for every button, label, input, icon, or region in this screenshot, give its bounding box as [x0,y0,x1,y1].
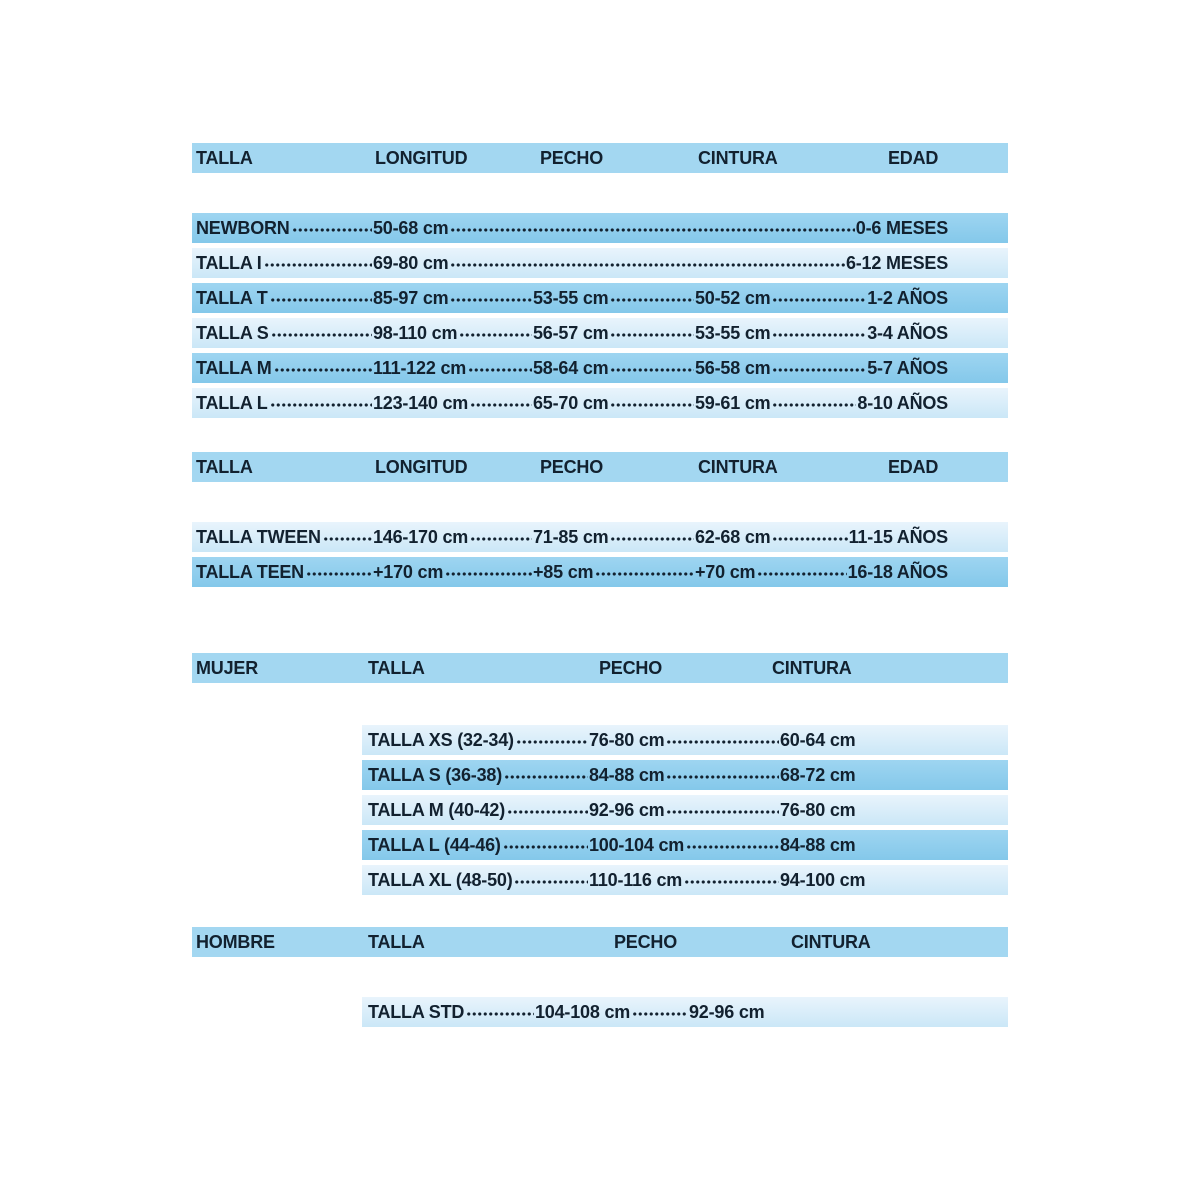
row-cell [196,288,373,309]
table-row [192,388,1008,418]
row-value: 98-110 cm [373,322,458,343]
row-cell [535,1002,689,1023]
row-value: 84-88 cm [780,834,856,855]
table-row [192,248,1008,278]
header-row [192,927,1008,957]
table-mujer [192,653,1008,895]
header-row [192,452,1008,482]
row-cell [196,562,373,583]
table-kids-1 [192,143,1008,418]
row-value: 62-68 cm [695,526,771,547]
table-row [362,865,1008,895]
dotted-leader [450,228,854,232]
dotted-leader [610,537,694,541]
row-label: TALLA I [196,252,262,273]
row-label: TALLA S [196,322,269,343]
row-cell [373,288,533,309]
row-value: 92-96 cm [589,799,665,820]
row-value: 1-2 AÑOS [867,287,948,308]
row-value: +85 cm [533,561,594,582]
row-label: TALLA L (44-46) [368,834,501,855]
row-cell [373,393,533,414]
row-cell [196,527,373,548]
rows-mujer [362,725,1008,895]
dotted-leader [610,298,694,302]
row-cell [373,358,533,379]
row-value: 16-18 AÑOS [847,561,948,582]
row-value: 123-140 cm [373,392,469,413]
row-value: 53-55 cm [533,287,609,308]
size-chart [192,143,1008,1032]
header-cell-pecho: PECHO [540,456,604,477]
row-cell [368,835,589,856]
row-value: 3-4 AÑOS [867,322,948,343]
dotted-leader [450,263,844,267]
row-cell [196,358,373,379]
row-cell [368,765,589,786]
dotted-leader [270,403,372,407]
row-cell [695,288,867,309]
row-value: 94-100 cm [780,869,866,890]
row-value: 111-122 cm [373,357,467,378]
row-value: 65-70 cm [533,392,609,413]
row-value: 104-108 cm [535,1001,631,1022]
row-label: TALLA T [196,287,268,308]
dotted-leader [271,333,372,337]
row-cell [695,358,867,379]
dotted-leader [772,403,856,407]
row-cell [533,323,695,344]
row-cell [533,288,695,309]
row-label: TALLA M (40-42) [368,799,506,820]
dotted-leader [450,298,532,302]
table-row [192,522,1008,552]
dotted-leader [757,572,846,576]
table-kids-2 [192,452,1008,587]
row-value: 50-68 cm [373,217,449,238]
header-cell-pecho: PECHO [540,147,604,168]
row-cell [589,870,780,891]
dotted-leader [666,775,779,779]
row-value: 56-57 cm [533,322,609,343]
row-cell [373,253,846,274]
row-value: 84-88 cm [589,764,665,785]
dotted-leader [445,572,532,576]
header-cell-edad: EDAD [888,456,939,477]
header-cell-hombre: HOMBRE [196,931,275,952]
table-row [192,557,1008,587]
row-cell [589,730,780,751]
row-value: 68-72 cm [780,764,856,785]
row-cell [695,562,848,583]
dotted-leader [292,228,372,232]
dotted-leader [610,403,694,407]
row-label: TALLA L [196,392,268,413]
table-row [362,725,1008,755]
rows-hombre [362,997,1008,1027]
row-value: 56-58 cm [695,357,771,378]
row-cell [368,800,589,821]
row-cell [368,1002,535,1023]
row-value: +170 cm [373,561,444,582]
table-row [362,997,1008,1027]
dotted-leader [610,333,694,337]
rows-kids-2 [192,522,1008,587]
row-value: 60-64 cm [780,729,856,750]
dotted-leader [772,537,847,541]
dotted-leader [264,263,372,267]
row-cell [373,323,533,344]
dotted-leader [270,298,372,302]
row-cell [533,393,695,414]
row-value: 50-52 cm [695,287,771,308]
header-cell-talla: TALLA [368,931,425,952]
row-cell [373,562,533,583]
table-row [362,830,1008,860]
row-cell [695,527,849,548]
row-cell [196,218,373,239]
row-value: 100-104 cm [589,834,685,855]
dotted-leader [595,572,694,576]
dotted-leader [666,810,779,814]
row-label: TALLA XL (48-50) [368,869,513,890]
dotted-leader [507,810,588,814]
row-label: TALLA STD [368,1001,465,1022]
dotted-leader [632,1012,688,1016]
dotted-leader [323,537,372,541]
dotted-leader [516,740,588,744]
row-cell [589,835,780,856]
rows-kids-1 [192,213,1008,418]
table-row [192,318,1008,348]
dotted-leader [468,368,532,372]
row-value: 59-61 cm [695,392,771,413]
header-cell-longitud: LONGITUD [375,147,468,168]
row-value: 71-85 cm [533,526,609,547]
dotted-leader [666,740,779,744]
row-value: 92-96 cm [689,1001,765,1022]
dotted-leader [772,333,866,337]
row-label: TALLA S (36-38) [368,764,503,785]
row-cell [196,323,373,344]
row-value: 69-80 cm [373,252,449,273]
header-cell-cintura: CINTURA [698,147,778,168]
row-value: 5-7 AÑOS [867,357,948,378]
row-label: TALLA TEEN [196,561,304,582]
dotted-leader [772,368,866,372]
header-cell-cintura: CINTURA [791,931,871,952]
dotted-leader [772,298,866,302]
header-cell-cintura: CINTURA [698,456,778,477]
header-cell-pecho: PECHO [614,931,678,952]
dotted-leader [686,845,779,849]
row-value: 11-15 AÑOS [848,526,948,547]
table-row [362,795,1008,825]
row-value: 0-6 MESES [855,217,948,238]
row-value: 76-80 cm [780,799,856,820]
row-value: 76-80 cm [589,729,665,750]
dotted-leader [504,775,588,779]
row-label: NEWBORN [196,217,290,238]
header-cell-pecho: PECHO [599,657,663,678]
row-cell [533,527,695,548]
header-cell-talla: TALLA [196,147,253,168]
table-hombre [192,927,1008,1027]
dotted-leader [610,368,694,372]
row-cell [695,393,857,414]
row-value: 6-12 MESES [845,252,948,273]
row-value: 8-10 AÑOS [857,392,948,413]
dotted-leader [459,333,532,337]
dotted-leader [514,880,588,884]
table-row [192,353,1008,383]
dotted-leader [466,1012,534,1016]
header-cell-mujer: MUJER [196,657,259,678]
row-value: 146-170 cm [373,526,469,547]
row-cell [533,562,695,583]
dotted-leader [470,403,532,407]
row-cell [373,527,533,548]
row-cell [589,765,780,786]
table-row [192,283,1008,313]
dotted-leader [503,845,588,849]
row-cell [695,323,867,344]
row-label: TALLA M [196,357,272,378]
header-row [192,143,1008,173]
row-cell [368,870,589,891]
table-row [192,213,1008,243]
row-value: +70 cm [695,561,756,582]
row-cell [533,358,695,379]
row-value: 110-116 cm [589,869,683,890]
header-row [192,653,1008,683]
row-label: TALLA XS (32-34) [368,729,514,750]
header-cell-talla: TALLA [368,657,425,678]
header-cell-cintura: CINTURA [772,657,852,678]
row-cell [196,253,373,274]
row-value: 53-55 cm [695,322,771,343]
row-value: 58-64 cm [533,357,609,378]
dotted-leader [470,537,532,541]
row-value: 85-97 cm [373,287,449,308]
dotted-leader [306,572,372,576]
row-cell [589,800,780,821]
table-row [362,760,1008,790]
row-cell [373,218,856,239]
dotted-leader [274,368,372,372]
header-cell-talla: TALLA [196,456,253,477]
header-cell-edad: EDAD [888,147,939,168]
row-cell [368,730,589,751]
row-cell [196,393,373,414]
header-cell-longitud: LONGITUD [375,456,468,477]
dotted-leader [684,880,779,884]
row-label: TALLA TWEEN [196,526,321,547]
